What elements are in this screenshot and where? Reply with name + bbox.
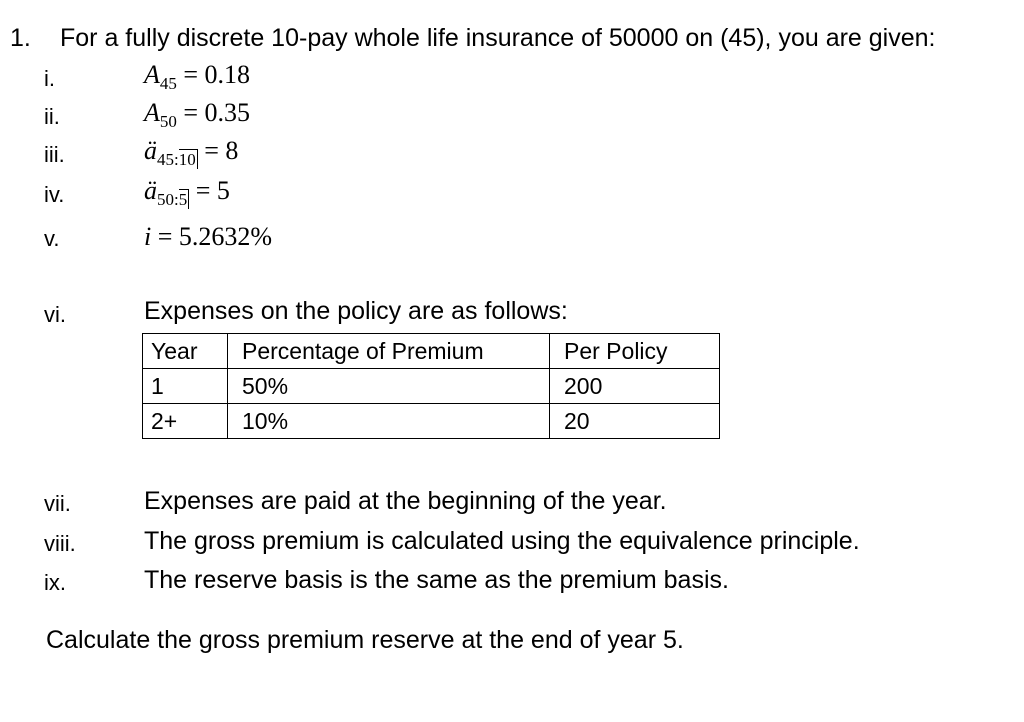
given-label-ii: ii. [44,104,60,129]
expense-table [142,333,720,439]
given-interest [144,222,272,252]
given-symbol: A [144,60,160,89]
given-subscript: 50: [157,190,179,209]
expenses-heading: Expenses on the policy are as follows: [144,297,568,325]
table-header-cell: Per Policy [550,334,720,369]
given-subscript: 45: [157,150,179,169]
given-symbol: ä [144,136,157,165]
table-header-cell: Percentage of Premium [228,334,550,369]
table-cell: 20 [550,404,720,439]
given-symbol: ä [144,176,157,205]
given-label-iv: iv. [44,182,65,207]
given-term: 10 [178,150,196,169]
note-label-ix: ix. [44,570,66,595]
note-label-viii: viii. [44,531,76,556]
note-text: The reserve basis is the same as the premium basis. [144,566,729,594]
given-a50 [144,98,251,131]
note-text: The gross premium is calculated using the equivalence principle. [144,527,860,555]
given-label-iii: iii. [44,142,65,167]
question-text: Calculate the gross premium reserve at the end of year 5. [46,626,684,654]
given-symbol: A [144,98,160,127]
given-annuity-45-10 [144,136,239,169]
problem-number: 1. [10,24,31,52]
given-term: 5 [178,190,188,209]
given-value: = 0.18 [183,60,251,89]
table-row [143,369,720,404]
table-header-cell: Year [143,334,228,369]
given-annuity-50-5 [144,176,230,209]
table-cell: 1 [143,369,228,404]
given-subscript: 45 [159,74,177,93]
given-a45 [144,60,251,93]
given-value: = 5 [195,176,230,205]
problem-intro: For a fully discrete 10-pay whole life insurance of 50000 on (45), you are given: [60,24,936,52]
expenses-label: vi. [44,302,66,327]
note-label-vii: vii. [44,491,71,516]
given-label-i: i. [44,66,55,91]
given-value: = 8 [204,136,239,165]
given-subscript: 50 [159,112,177,131]
table-cell: 2+ [143,404,228,439]
table-header-row [143,334,720,369]
table-cell: 10% [228,404,550,439]
given-value: = 0.35 [183,98,251,127]
table-cell: 50% [228,369,550,404]
note-text: Expenses are paid at the beginning of the year. [144,487,667,515]
given-value: = 5.2632% [157,222,273,251]
given-symbol: i [144,222,152,251]
given-label-v: v. [44,226,60,251]
table-row [143,404,720,439]
table-cell: 200 [550,369,720,404]
